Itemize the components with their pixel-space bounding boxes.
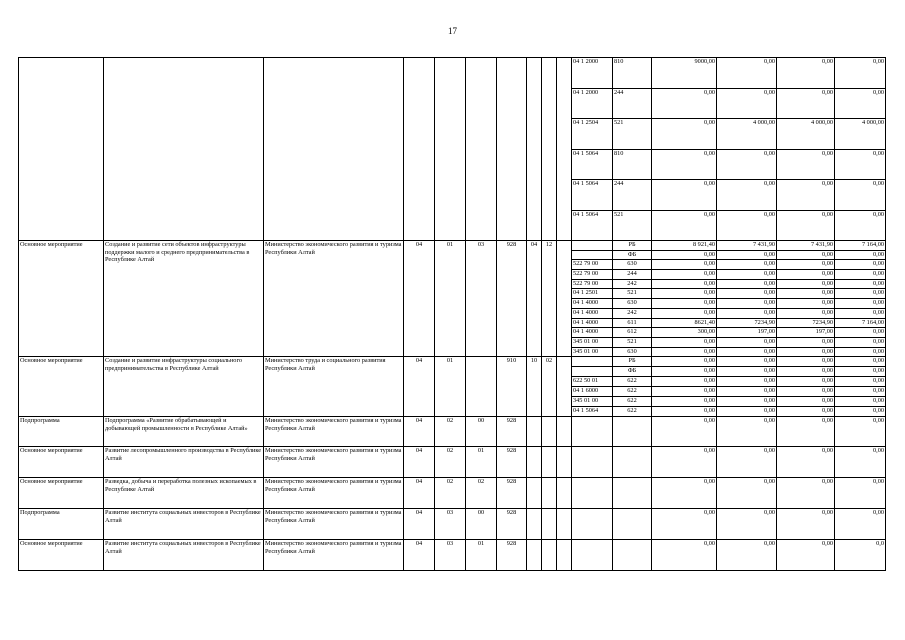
value-cell: 0,00 bbox=[777, 149, 835, 180]
code-cell: 02 bbox=[466, 478, 497, 509]
empty-cell bbox=[527, 540, 542, 571]
value-cell: 0,00 bbox=[652, 260, 717, 270]
value-cell: 197,00 bbox=[777, 328, 835, 338]
kcsr-cell: 04 1 5064 bbox=[572, 149, 613, 180]
kvr-cell: 622 bbox=[613, 397, 652, 407]
code-cell: 928 bbox=[497, 478, 527, 509]
kcsr-cell bbox=[572, 478, 613, 509]
code-cell: 910 bbox=[497, 357, 527, 417]
value-cell: 0,00 bbox=[652, 397, 717, 407]
empty-cell bbox=[527, 478, 542, 509]
table-row bbox=[19, 509, 886, 540]
kcsr-cell: 345 01 00 bbox=[572, 347, 613, 357]
code-cell: 928 bbox=[497, 417, 527, 447]
empty-cell bbox=[542, 478, 557, 509]
kcsr-cell bbox=[572, 447, 613, 478]
kcsr-cell bbox=[572, 250, 613, 260]
code-cell bbox=[466, 357, 497, 417]
code-cell: 02 bbox=[435, 417, 466, 447]
value-cell: 0,00 bbox=[835, 377, 886, 387]
value-cell: 0,00 bbox=[835, 447, 886, 478]
kvr-cell: 244 bbox=[613, 270, 652, 280]
value-cell: 0,00 bbox=[652, 119, 717, 150]
code-cell: 04 bbox=[404, 417, 435, 447]
empty-cell bbox=[557, 417, 572, 447]
kcsr-cell: 04 1 5064 bbox=[572, 407, 613, 417]
empty-cell bbox=[542, 509, 557, 540]
kcsr-cell bbox=[572, 241, 613, 251]
value-cell: 8 921,40 bbox=[652, 241, 717, 251]
value-cell: 0,00 bbox=[777, 88, 835, 119]
kcsr-cell: 522 79 00 bbox=[572, 279, 613, 289]
value-cell: 0,00 bbox=[717, 58, 777, 89]
value-cell: 0,00 bbox=[717, 447, 777, 478]
kvr-cell: 810 bbox=[613, 58, 652, 89]
code-cell: 928 bbox=[497, 540, 527, 571]
ministry-cell: Министерство экономического развития и туризма Республики Алтай bbox=[264, 241, 404, 357]
value-cell: 0,00 bbox=[717, 407, 777, 417]
empty-cell bbox=[542, 58, 557, 241]
code-cell: 01 bbox=[466, 447, 497, 478]
kvr-cell: 242 bbox=[613, 308, 652, 318]
value-cell: 0,00 bbox=[835, 478, 886, 509]
empty-cell bbox=[557, 241, 572, 357]
value-cell: 0,00 bbox=[777, 367, 835, 377]
empty-cell bbox=[527, 509, 542, 540]
table-row bbox=[19, 58, 886, 89]
kcsr-cell: 345 01 00 bbox=[572, 397, 613, 407]
code-cell: 928 bbox=[497, 509, 527, 540]
code-cell: 04 bbox=[404, 447, 435, 478]
status-cell: Основное мероприятие bbox=[19, 241, 104, 357]
value-cell: 0,00 bbox=[717, 149, 777, 180]
value-cell: 0,00 bbox=[717, 509, 777, 540]
empty-cell bbox=[542, 447, 557, 478]
value-cell: 0,00 bbox=[777, 299, 835, 309]
empty-cell bbox=[527, 447, 542, 478]
value-cell: 0,00 bbox=[717, 299, 777, 309]
code-cell: 04 bbox=[404, 509, 435, 540]
value-cell: 0,00 bbox=[652, 540, 717, 571]
value-cell: 0,00 bbox=[835, 58, 886, 89]
code-cell: 03 bbox=[435, 509, 466, 540]
empty-cell bbox=[466, 58, 497, 241]
value-cell: 0,00 bbox=[652, 417, 717, 447]
value-cell: 0,00 bbox=[777, 377, 835, 387]
value-cell: 0,00 bbox=[652, 357, 717, 367]
kvr-cell: ФБ bbox=[613, 367, 652, 377]
value-cell: 0,00 bbox=[717, 250, 777, 260]
value-cell: 0,00 bbox=[717, 347, 777, 357]
value-cell: 0,00 bbox=[835, 347, 886, 357]
value-cell: 0,00 bbox=[717, 367, 777, 377]
value-cell: 0,00 bbox=[777, 509, 835, 540]
kcsr-cell: 04 1 4000 bbox=[572, 318, 613, 328]
value-cell: 0,00 bbox=[652, 210, 717, 241]
code-cell: 10 bbox=[527, 357, 542, 417]
kcsr-cell: 522 79 00 bbox=[572, 270, 613, 280]
empty-cell bbox=[497, 58, 527, 241]
value-cell: 0,00 bbox=[777, 308, 835, 318]
value-cell: 0,00 bbox=[777, 289, 835, 299]
value-cell: 0,00 bbox=[717, 260, 777, 270]
value-cell: 0,00 bbox=[652, 299, 717, 309]
value-cell: 0,00 bbox=[717, 478, 777, 509]
code-cell: 02 bbox=[435, 478, 466, 509]
value-cell: 0,00 bbox=[777, 357, 835, 367]
ministry-cell: Министерство экономического развития и туризма Республики Алтай bbox=[264, 540, 404, 571]
value-cell: 0,00 bbox=[652, 180, 717, 211]
value-cell: 0,00 bbox=[835, 279, 886, 289]
value-cell: 0,00 bbox=[777, 347, 835, 357]
kcsr-cell: 04 1 2501 bbox=[572, 289, 613, 299]
value-cell: 0,00 bbox=[835, 308, 886, 318]
empty-cell bbox=[104, 58, 264, 241]
kvr-cell bbox=[613, 417, 652, 447]
value-cell: 0,00 bbox=[777, 337, 835, 347]
ministry-cell: Министерство экономического развития и туризма Республики Алтай bbox=[264, 447, 404, 478]
kvr-cell: 810 bbox=[613, 149, 652, 180]
ministry-cell: Министерство экономического развития и туризма Республики Алтай bbox=[264, 478, 404, 509]
empty-cell bbox=[404, 58, 435, 241]
value-cell: 0,00 bbox=[835, 387, 886, 397]
kvr-cell: ФБ bbox=[613, 250, 652, 260]
value-cell: 0,00 bbox=[717, 270, 777, 280]
value-cell: 0,00 bbox=[777, 540, 835, 571]
value-cell: 0,00 bbox=[777, 279, 835, 289]
value-cell: 0,00 bbox=[835, 289, 886, 299]
table-row bbox=[19, 417, 886, 447]
value-cell: 0,00 bbox=[835, 210, 886, 241]
status-cell: Основное мероприятие bbox=[19, 540, 104, 571]
kvr-cell bbox=[613, 447, 652, 478]
status-cell: Основное мероприятие bbox=[19, 478, 104, 509]
code-cell: 12 bbox=[542, 241, 557, 357]
empty-cell bbox=[542, 540, 557, 571]
code-cell: 04 bbox=[527, 241, 542, 357]
empty-cell bbox=[557, 357, 572, 417]
kcsr-cell: 04 1 2000 bbox=[572, 58, 613, 89]
kcsr-cell: 04 1 4000 bbox=[572, 308, 613, 318]
kcsr-cell bbox=[572, 417, 613, 447]
status-cell: Подпрограмма bbox=[19, 417, 104, 447]
kvr-cell: РБ bbox=[613, 357, 652, 367]
kvr-cell: 521 bbox=[613, 289, 652, 299]
empty-cell bbox=[264, 58, 404, 241]
value-cell: 0,00 bbox=[717, 417, 777, 447]
value-cell: 0,00 bbox=[777, 407, 835, 417]
value-cell: 0,00 bbox=[652, 387, 717, 397]
code-cell: 04 bbox=[404, 241, 435, 357]
value-cell: 0,00 bbox=[777, 478, 835, 509]
kcsr-cell: 622 50 01 bbox=[572, 377, 613, 387]
kvr-cell: 630 bbox=[613, 260, 652, 270]
value-cell: 7234,90 bbox=[717, 318, 777, 328]
page-number: 17 bbox=[448, 26, 457, 36]
value-cell: 0,00 bbox=[652, 478, 717, 509]
code-cell: 928 bbox=[497, 447, 527, 478]
value-cell: 0,00 bbox=[835, 407, 886, 417]
kcsr-cell: 04 1 5064 bbox=[572, 210, 613, 241]
value-cell: 4 000,00 bbox=[835, 119, 886, 150]
code-cell: 04 bbox=[404, 540, 435, 571]
name-cell: Подпрограмма «Развитие обрабатывающей и добывающей промышленности в Республике Алтай» bbox=[104, 417, 264, 447]
value-cell: 0,00 bbox=[717, 279, 777, 289]
kcsr-cell: 04 1 6000 bbox=[572, 387, 613, 397]
value-cell: 7234,90 bbox=[777, 318, 835, 328]
code-cell: 02 bbox=[542, 357, 557, 417]
empty-cell bbox=[557, 540, 572, 571]
code-cell: 00 bbox=[466, 509, 497, 540]
value-cell: 0,00 bbox=[835, 270, 886, 280]
value-cell: 7 431,90 bbox=[717, 241, 777, 251]
code-cell: 01 bbox=[466, 540, 497, 571]
value-cell: 0,00 bbox=[652, 88, 717, 119]
kcsr-cell bbox=[572, 357, 613, 367]
value-cell: 0,00 bbox=[652, 308, 717, 318]
value-cell: 0,00 bbox=[717, 337, 777, 347]
empty-cell bbox=[557, 478, 572, 509]
kvr-cell: 244 bbox=[613, 180, 652, 211]
kvr-cell: 630 bbox=[613, 347, 652, 357]
value-cell: 0,00 bbox=[652, 367, 717, 377]
value-cell: 4 000,00 bbox=[777, 119, 835, 150]
kvr-cell: 630 bbox=[613, 299, 652, 309]
value-cell: 0,00 bbox=[717, 540, 777, 571]
value-cell: 0,00 bbox=[835, 299, 886, 309]
empty-cell bbox=[527, 58, 542, 241]
value-cell: 0,00 bbox=[835, 509, 886, 540]
name-cell: Создание и развитие инфраструктуры социального предпринимательства в Республике Алтай bbox=[104, 357, 264, 417]
value-cell: 0,00 bbox=[835, 88, 886, 119]
ministry-cell: Министерство экономического развития и туризма Республики Алтай bbox=[264, 509, 404, 540]
name-cell: Создание и развитие сети объектов инфраструктуры поддержки малого и среднего предпринимательства в Республике Алтай bbox=[104, 241, 264, 357]
value-cell: 0,00 bbox=[777, 387, 835, 397]
kvr-cell: 622 bbox=[613, 377, 652, 387]
value-cell: 0,00 bbox=[652, 377, 717, 387]
kvr-cell: 521 bbox=[613, 337, 652, 347]
kcsr-cell bbox=[572, 367, 613, 377]
value-cell: 0,00 bbox=[777, 180, 835, 211]
kcsr-cell: 522 79 00 bbox=[572, 260, 613, 270]
value-cell: 4 000,00 bbox=[717, 119, 777, 150]
kvr-cell: 622 bbox=[613, 407, 652, 417]
kcsr-cell: 04 1 4000 bbox=[572, 299, 613, 309]
name-cell: Развитие института социальных инвесторов в Республике Алтай bbox=[104, 540, 264, 571]
table-row bbox=[19, 357, 886, 367]
table-row bbox=[19, 478, 886, 509]
value-cell: 0,00 bbox=[777, 210, 835, 241]
table-row bbox=[19, 540, 886, 571]
empty-cell bbox=[527, 417, 542, 447]
value-cell: 0,00 bbox=[717, 180, 777, 211]
value-cell: 0,00 bbox=[717, 357, 777, 367]
value-cell: 0,00 bbox=[652, 407, 717, 417]
code-cell: 928 bbox=[497, 241, 527, 357]
code-cell: 04 bbox=[404, 478, 435, 509]
kvr-cell: 521 bbox=[613, 210, 652, 241]
kvr-cell: 622 bbox=[613, 387, 652, 397]
kvr-cell bbox=[613, 509, 652, 540]
kcsr-cell: 04 1 4000 bbox=[572, 328, 613, 338]
value-cell: 7 164,00 bbox=[835, 318, 886, 328]
kvr-cell: 521 bbox=[613, 119, 652, 150]
kcsr-cell bbox=[572, 540, 613, 571]
status-cell: Основное мероприятие bbox=[19, 447, 104, 478]
ministry-cell: Министерство труда и социального развития Республики Алтай bbox=[264, 357, 404, 417]
table-row bbox=[19, 447, 886, 478]
value-cell: 9000,00 bbox=[652, 58, 717, 89]
value-cell: 0,00 bbox=[777, 417, 835, 447]
value-cell: 7 164,00 bbox=[835, 241, 886, 251]
kcsr-cell: 04 1 2504 bbox=[572, 119, 613, 150]
value-cell: 0,00 bbox=[835, 180, 886, 211]
value-cell: 0,00 bbox=[717, 308, 777, 318]
code-cell: 01 bbox=[435, 241, 466, 357]
status-cell: Подпрограмма bbox=[19, 509, 104, 540]
kvr-cell: 242 bbox=[613, 279, 652, 289]
value-cell: 0,00 bbox=[717, 289, 777, 299]
value-cell: 0,00 bbox=[835, 260, 886, 270]
value-cell: 0,00 bbox=[777, 250, 835, 260]
empty-cell bbox=[19, 58, 104, 241]
value-cell: 0,00 bbox=[835, 357, 886, 367]
kvr-cell: 612 bbox=[613, 328, 652, 338]
value-cell: 0,00 bbox=[652, 337, 717, 347]
value-cell: 300,00 bbox=[652, 328, 717, 338]
status-cell: Основное мероприятие bbox=[19, 357, 104, 417]
value-cell: 0,00 bbox=[835, 149, 886, 180]
code-cell: 02 bbox=[435, 447, 466, 478]
value-cell: 0,00 bbox=[835, 367, 886, 377]
value-cell: 0,00 bbox=[777, 260, 835, 270]
kcsr-cell: 345 01 00 bbox=[572, 337, 613, 347]
value-cell: 0,00 bbox=[652, 347, 717, 357]
code-cell: 04 bbox=[404, 357, 435, 417]
value-cell: 0,0 bbox=[835, 540, 886, 571]
value-cell: 0,00 bbox=[652, 447, 717, 478]
value-cell: 0,00 bbox=[717, 88, 777, 119]
name-cell: Разведка, добыча и переработка полезных ископаемых в Республике Алтай bbox=[104, 478, 264, 509]
value-cell: 0,00 bbox=[777, 270, 835, 280]
value-cell: 0,00 bbox=[652, 509, 717, 540]
kvr-cell bbox=[613, 478, 652, 509]
value-cell: 8621,40 bbox=[652, 318, 717, 328]
value-cell: 0,00 bbox=[777, 58, 835, 89]
ministry-cell: Министерство экономического развития и туризма Республики Алтай bbox=[264, 417, 404, 447]
value-cell: 0,00 bbox=[652, 270, 717, 280]
name-cell: Развитие лесопромышленного производства в Республике Алтай bbox=[104, 447, 264, 478]
table-row bbox=[19, 241, 886, 251]
budget-table bbox=[18, 57, 886, 571]
value-cell: 0,00 bbox=[835, 328, 886, 338]
code-cell: 03 bbox=[435, 540, 466, 571]
code-cell: 03 bbox=[466, 241, 497, 357]
kvr-cell bbox=[613, 540, 652, 571]
kcsr-cell bbox=[572, 509, 613, 540]
kvr-cell: РБ bbox=[613, 241, 652, 251]
kcsr-cell: 04 1 2000 bbox=[572, 88, 613, 119]
value-cell: 0,00 bbox=[777, 397, 835, 407]
kcsr-cell: 04 1 5064 bbox=[572, 180, 613, 211]
value-cell: 0,00 bbox=[717, 377, 777, 387]
value-cell: 0,00 bbox=[717, 210, 777, 241]
value-cell: 0,00 bbox=[777, 447, 835, 478]
value-cell: 0,00 bbox=[835, 337, 886, 347]
value-cell: 0,00 bbox=[835, 417, 886, 447]
value-cell: 0,00 bbox=[652, 289, 717, 299]
kvr-cell: 244 bbox=[613, 88, 652, 119]
value-cell: 0,00 bbox=[835, 397, 886, 407]
value-cell: 0,00 bbox=[652, 279, 717, 289]
value-cell: 0,00 bbox=[717, 387, 777, 397]
value-cell: 197,00 bbox=[717, 328, 777, 338]
code-cell: 01 bbox=[435, 357, 466, 417]
name-cell: Развитие института социальных инвесторов в Республике Алтай bbox=[104, 509, 264, 540]
empty-cell bbox=[557, 447, 572, 478]
empty-cell bbox=[557, 509, 572, 540]
value-cell: 7 431,90 bbox=[777, 241, 835, 251]
value-cell: 0,00 bbox=[835, 250, 886, 260]
value-cell: 0,00 bbox=[717, 397, 777, 407]
kvr-cell: 611 bbox=[613, 318, 652, 328]
value-cell: 0,00 bbox=[652, 250, 717, 260]
code-cell: 00 bbox=[466, 417, 497, 447]
empty-cell bbox=[557, 58, 572, 241]
empty-cell bbox=[542, 417, 557, 447]
value-cell: 0,00 bbox=[652, 149, 717, 180]
empty-cell bbox=[435, 58, 466, 241]
